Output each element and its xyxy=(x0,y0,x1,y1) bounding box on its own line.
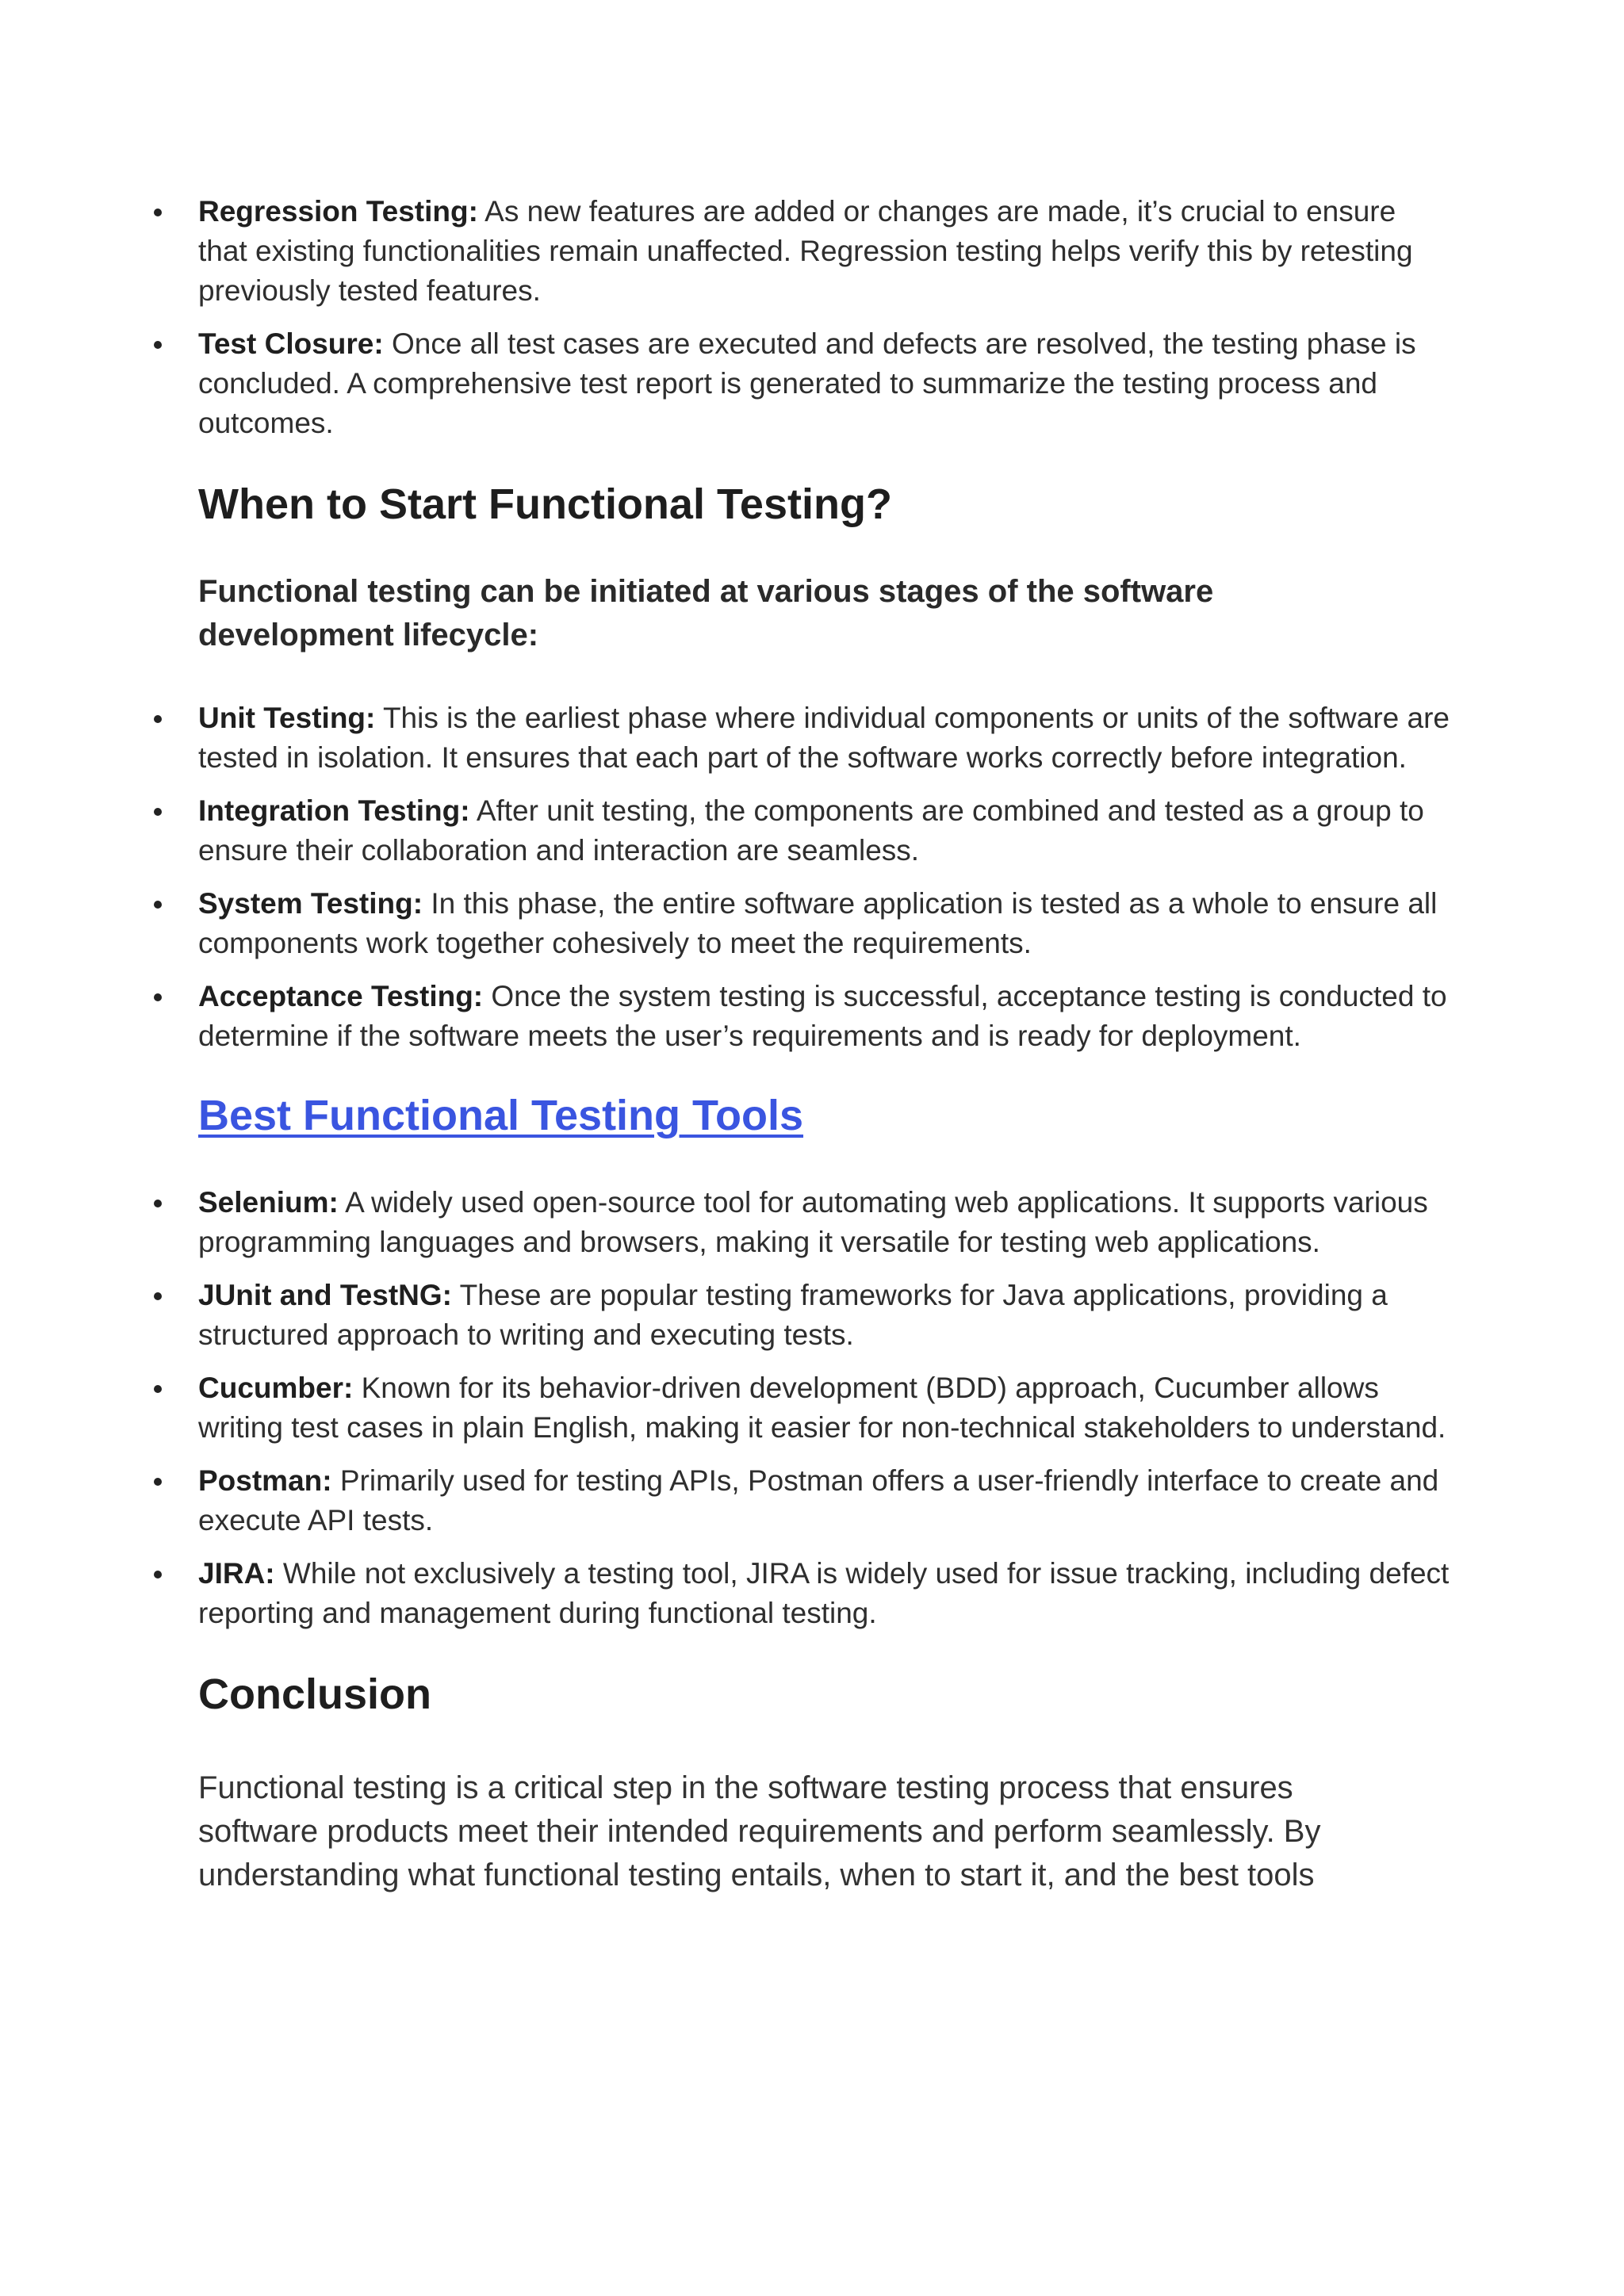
bullet-icon xyxy=(154,209,162,216)
list-item xyxy=(198,1554,1451,1633)
list-item xyxy=(198,791,1451,871)
bullet-icon xyxy=(154,808,162,816)
list-item-term: Integration Testing: xyxy=(198,794,470,827)
list-item xyxy=(198,1461,1451,1540)
document-content xyxy=(198,192,1451,1897)
list-item xyxy=(198,698,1451,778)
list-item xyxy=(198,1276,1451,1355)
list-item xyxy=(198,192,1451,311)
list-item-term: Postman: xyxy=(198,1464,332,1497)
when-to-start-subheading: Functional testing can be initiated at various stages of the software development lifecycle: xyxy=(198,574,1214,652)
list-item-term: Acceptance Testing: xyxy=(198,980,484,1012)
bullet-icon xyxy=(154,341,162,349)
bullet-icon xyxy=(154,901,162,909)
list-item-text: Once the system testing is successful, acceptance testing is conducted to determine if the software meets the user’s requirements and is ready for deployment. xyxy=(198,980,1447,1052)
list-item-term: Regression Testing: xyxy=(198,195,478,228)
list-item xyxy=(198,1368,1451,1448)
list-item-term: JUnit and TestNG: xyxy=(198,1279,452,1311)
list-item-text: A widely used open-source tool for automating web applications. It supports various programming languages and browsers, making it versatile for testing web applications. xyxy=(198,1186,1428,1258)
list-item-text: As new features are added or changes are made, it’s crucial to ensure that existing functionalities remain unaffected. Regression testing helps verify this by retesting previously tested features. xyxy=(198,195,1413,307)
list-item-term: Cucumber: xyxy=(198,1372,354,1404)
list-item-text: This is the earliest phase where individual components or units of the software are tested in isolation. It ensures that each part of the software works correctly before integration. xyxy=(198,702,1450,774)
testing-phases-list-continued xyxy=(198,192,1451,443)
bullet-icon xyxy=(154,1478,162,1486)
list-item-term: JIRA: xyxy=(198,1557,275,1590)
list-item-term: Selenium: xyxy=(198,1186,339,1219)
testing-stages-list xyxy=(198,698,1451,1056)
list-item xyxy=(198,1183,1451,1262)
bullet-icon xyxy=(154,1292,162,1300)
list-item-text: While not exclusively a testing tool, JIRA is widely used for issue tracking, including defect reporting and management during functional testing. xyxy=(198,1557,1450,1629)
list-item-text: Primarily used for testing APIs, Postman offers a user-friendly interface to create and execute API tests. xyxy=(198,1464,1439,1536)
list-item-term: Unit Testing: xyxy=(198,702,376,734)
tools-heading-wrapper xyxy=(198,1088,1451,1143)
list-item-text: Known for its behavior-driven development (BDD) approach, Cucumber allows writing test cases in plain English, making it easier for non-technical stakeholders to understand. xyxy=(198,1372,1446,1444)
bullet-icon xyxy=(154,1385,162,1393)
conclusion-heading: Conclusion xyxy=(198,1670,431,1718)
list-item xyxy=(198,977,1451,1056)
bullet-icon xyxy=(154,1571,162,1578)
list-item-text: These are popular testing frameworks for Java applications, providing a structured approach to writing and executing tests. xyxy=(198,1279,1388,1351)
when-to-start-heading: When to Start Functional Testing? xyxy=(198,480,892,528)
list-item-text: Once all test cases are executed and defects are resolved, the testing phase is concluded. A comprehensive test report is generated to summarize the testing process and outcomes. xyxy=(198,327,1416,439)
testing-tools-list xyxy=(198,1183,1451,1633)
list-item xyxy=(198,324,1451,443)
list-item-text: In this phase, the entire software application is tested as a whole to ensure all components work together cohesively to meet the requirements. xyxy=(198,887,1438,959)
bullet-icon xyxy=(154,1200,162,1207)
list-item-term: Test Closure: xyxy=(198,327,384,360)
list-item xyxy=(198,884,1451,963)
list-item-text: After unit testing, the components are combined and tested as a group to ensure their collaboration and interaction are seamless. xyxy=(198,794,1424,867)
best-tools-heading-link[interactable]: Best Functional Testing Tools xyxy=(198,1092,804,1139)
list-item-term: System Testing: xyxy=(198,887,423,920)
bullet-icon xyxy=(154,993,162,1001)
bullet-icon xyxy=(154,715,162,723)
conclusion-paragraph: Functional testing is a critical step in the software testing process that ensures software products meet their intended requirements and perform seamlessly. By understanding what functional testing entails, when to start it, and the best tools xyxy=(198,1770,1321,1892)
